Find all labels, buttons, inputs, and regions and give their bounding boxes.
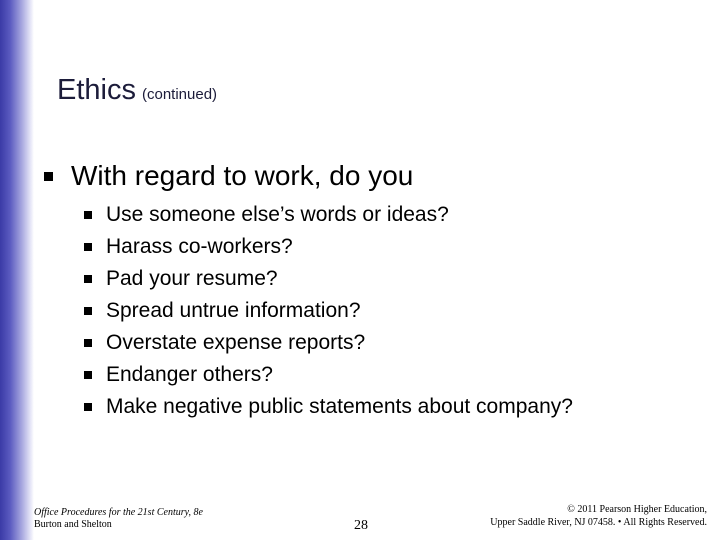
square-bullet-icon [84,339,92,347]
square-bullet-icon [84,275,92,283]
slide-title [57,74,217,107]
list-item-text: Use someone else’s words or ideas? [106,203,449,226]
title-subtitle: (continued) [141,86,218,103]
square-bullet-icon [84,403,92,411]
side-gradient-band [0,0,34,540]
list-item [84,295,573,327]
course-authors: Burton and Shelton [34,519,112,530]
list-item-text: Endanger others? [106,363,273,386]
list-item-text: Pad your resume? [106,267,278,290]
footer-course-info [34,507,203,531]
list-item-text: Overstate expense reports? [106,331,366,354]
list-item-text: Spread untrue information? [106,299,361,322]
main-point-text: With regard to work, do you [71,160,414,191]
list-item-text: Make negative public statements about company? [106,395,573,418]
copyright-line-2: Upper Saddle River, NJ 07458. • All Rights Reserved. [490,517,707,528]
list-item-text: Harass co-workers? [106,235,293,258]
list-item [84,199,573,231]
square-bullet-icon [84,307,92,315]
main-bullet-point [44,160,413,192]
square-bullet-icon [84,211,92,219]
title-main: Ethics [57,74,136,106]
list-item [84,391,573,423]
list-item [84,359,573,391]
square-bullet-icon [84,243,92,251]
footer-copyright [490,503,707,529]
list-item [84,231,573,263]
copyright-line-1: © 2011 Pearson Higher Education, [567,504,707,515]
square-bullet-icon [44,172,53,181]
list-item [84,263,573,295]
course-title: Office Procedures for the 21st Century, 8e [34,507,203,518]
page-number: 28 [354,518,368,533]
list-item [84,327,573,359]
square-bullet-icon [84,371,92,379]
sub-bullet-list [84,199,573,423]
